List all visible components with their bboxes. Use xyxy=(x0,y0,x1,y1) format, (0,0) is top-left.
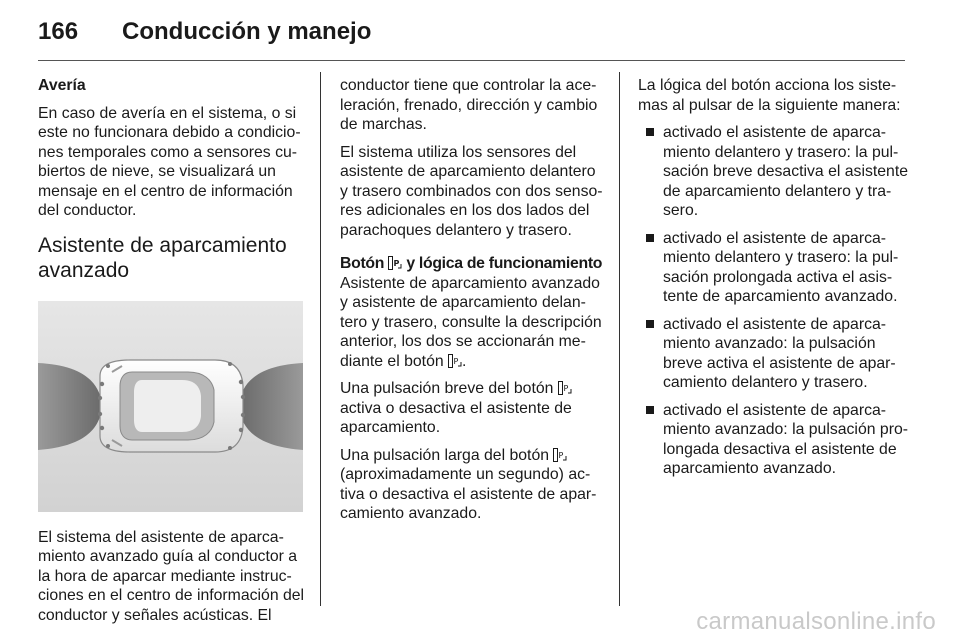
inline-text: diante el botón xyxy=(340,352,444,370)
text-line: sación breve desactiva el asistente xyxy=(663,163,908,180)
text-line: camiento avanzado. xyxy=(340,505,482,522)
svg-text:P: P xyxy=(453,356,459,366)
text-line: sación prolongada activa el asis- xyxy=(663,268,893,286)
bullet-square-icon xyxy=(646,320,654,328)
text-line: activado el asistente de aparca- xyxy=(663,124,887,141)
page-number: 166 xyxy=(38,18,79,45)
parking-assist-button-icon xyxy=(448,354,462,368)
heading-line: Asistente de aparcamiento xyxy=(38,233,287,257)
text-line: y asistente de aparcamiento delan- xyxy=(340,294,586,311)
text-line: parachoques delantero y trasero. xyxy=(340,221,572,239)
inline-text: Una pulsación larga del botón xyxy=(340,446,550,464)
subheading-text: Botón xyxy=(340,255,385,272)
text-line xyxy=(340,352,610,372)
page-title: Conducción y manejo xyxy=(122,18,372,45)
column-2 xyxy=(340,76,610,532)
parking-assist-button-icon xyxy=(558,381,572,395)
control-paragraph xyxy=(340,76,610,135)
column-1 xyxy=(38,76,308,633)
list-item xyxy=(638,401,908,479)
parking-assist-button-icon xyxy=(553,448,567,462)
text-line: miento avanzado: la pulsación xyxy=(663,335,876,352)
text-line: camiento delantero y trasero. xyxy=(663,374,868,391)
sensors-paragraph xyxy=(340,143,610,241)
text-line: activa o desactiva el asistente de xyxy=(340,399,572,417)
bullet-square-icon xyxy=(646,406,654,414)
long-press-paragraph xyxy=(340,446,610,524)
text-line: sero. xyxy=(663,202,699,219)
text-line: El sistema utiliza los sensores del xyxy=(340,143,577,161)
fault-paragraph xyxy=(38,104,308,221)
text-line: activado el asistente de aparca- xyxy=(663,401,887,419)
text-line: La lógica del botón acciona los siste- xyxy=(638,77,897,94)
text-line: miento avanzado guía al conductor a xyxy=(38,548,298,565)
text-line: de aparcamiento delantero y tra- xyxy=(663,182,892,200)
svg-text:P: P xyxy=(558,450,564,460)
svg-text:P: P xyxy=(393,259,400,268)
text-line: ciones en el centro de información del xyxy=(38,587,305,604)
list-item xyxy=(638,229,908,307)
section-heading xyxy=(38,233,308,283)
text-line: nes temporales como a sensores cu- xyxy=(38,143,298,161)
text-line: conductor tiene que controlar la ace- xyxy=(340,77,597,94)
logic-intro-paragraph xyxy=(638,76,908,115)
bullet-square-icon xyxy=(646,234,654,242)
fault-subheading: Avería xyxy=(38,77,86,94)
text-line: biertos de nieve, se visualizará un xyxy=(38,163,276,180)
svg-text:P: P xyxy=(563,384,569,393)
text-line: asistente de aparcamiento delantero xyxy=(340,163,596,180)
text-line: de marchas. xyxy=(340,116,427,133)
text-line: Asistente de aparcamiento avanzado xyxy=(340,274,600,292)
subheading-text: y lógica de funcionamiento xyxy=(406,255,603,272)
column-3 xyxy=(638,76,908,487)
button-logic-subheading xyxy=(340,254,610,274)
text-line xyxy=(340,379,610,399)
text-line: conductor y señales acústicas. El xyxy=(38,606,272,624)
text-line xyxy=(340,446,610,466)
text-line: (aproximadamente un segundo) ac- xyxy=(340,466,591,483)
heading-line: avanzado xyxy=(38,258,130,282)
text-line: activado el asistente de aparca- xyxy=(663,229,887,247)
text-line: longada desactiva el asistente de xyxy=(663,440,897,458)
text-line: tiva o desactiva el asistente de apar- xyxy=(340,485,597,503)
column-divider-1 xyxy=(320,72,321,606)
accion-paragraph xyxy=(340,274,610,372)
inline-text: . xyxy=(462,352,467,370)
text-line: leración, frenado, dirección y cambio xyxy=(340,96,598,114)
list-item xyxy=(638,123,908,221)
text-line: aparcamiento. xyxy=(340,419,441,436)
text-line: En caso de avería en el sistema, o si xyxy=(38,104,297,122)
text-line: anterior, los dos se accionarán me- xyxy=(340,333,586,350)
parking-assist-button-icon xyxy=(388,256,402,270)
text-line: tero y trasero, consulte la descripción xyxy=(340,313,602,331)
text-line: aparcamiento avanzado. xyxy=(663,460,837,477)
column-divider-2 xyxy=(619,72,620,606)
text-line: breve activa el asistente de apar- xyxy=(663,354,896,372)
text-line: mensaje en el centro de información xyxy=(38,182,293,200)
system-paragraph xyxy=(38,528,308,626)
text-line: miento delantero y trasero: la pul- xyxy=(663,143,899,161)
text-line: la hora de aparcar mediante instruc- xyxy=(38,567,292,585)
text-line: tente de aparcamiento avanzado. xyxy=(663,288,898,305)
text-line: este no funcionara debido a condicio- xyxy=(38,124,301,141)
text-line: res adicionales en los dos lados del xyxy=(340,202,590,219)
parking-sensor-illustration xyxy=(38,301,303,512)
header-rule xyxy=(38,60,905,61)
bullet-square-icon xyxy=(646,128,654,136)
list-item xyxy=(638,315,908,393)
text-line: El sistema del asistente de aparca- xyxy=(38,528,284,546)
inline-text: Una pulsación breve del botón xyxy=(340,380,554,397)
short-press-paragraph xyxy=(340,379,610,438)
text-line: mas al pulsar de la siguiente manera: xyxy=(638,96,901,114)
text-line: miento delantero y trasero: la pul- xyxy=(663,249,899,266)
watermark: carmanualsonline.info xyxy=(696,608,936,635)
text-line: del conductor. xyxy=(38,202,137,219)
text-line: activado el asistente de aparca- xyxy=(663,315,887,333)
text-line: miento avanzado: la pulsación pro- xyxy=(663,421,908,438)
text-line: y trasero combinados con dos senso- xyxy=(340,182,603,200)
